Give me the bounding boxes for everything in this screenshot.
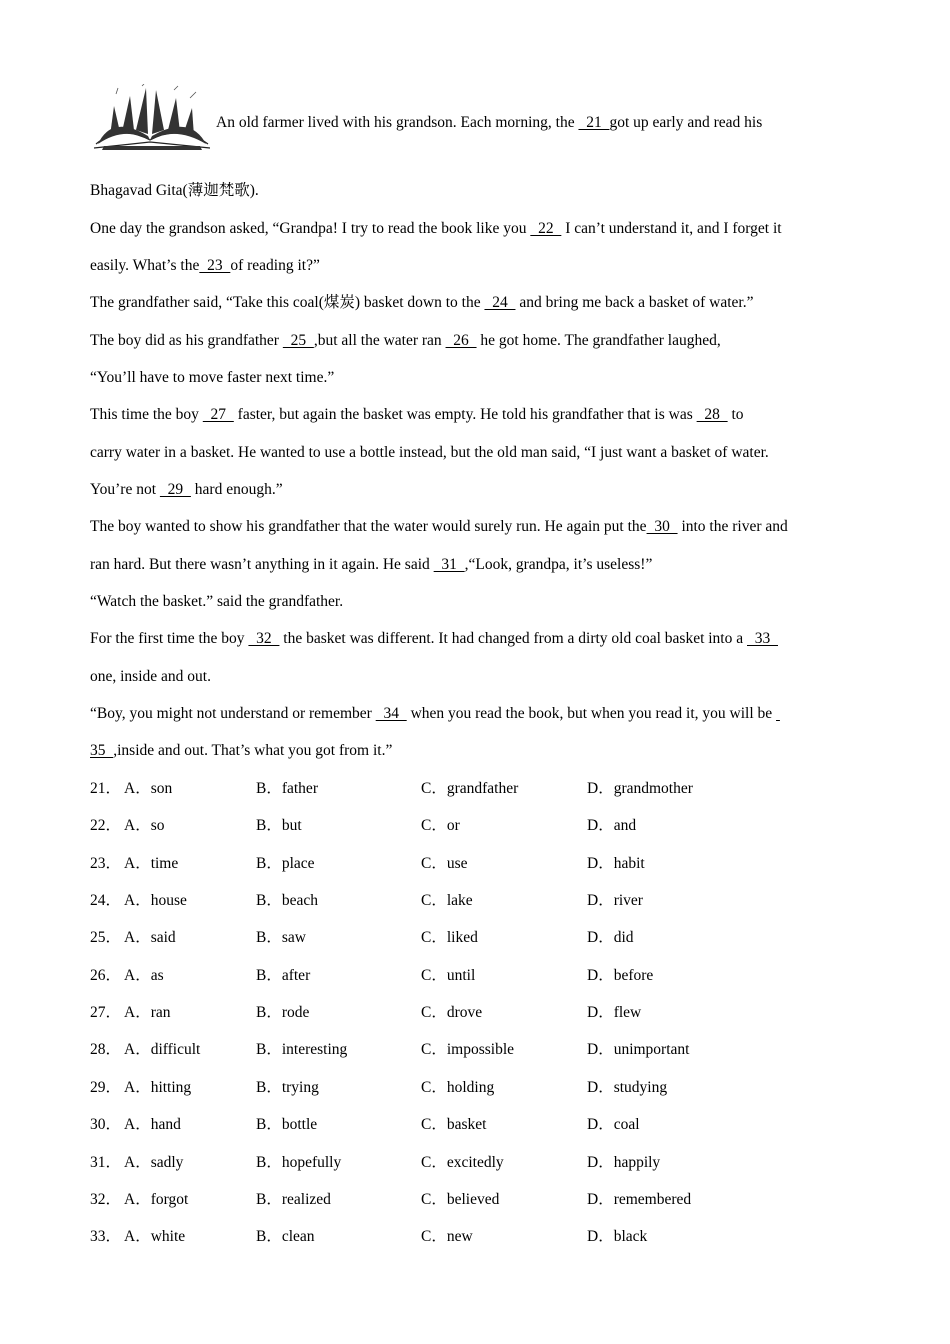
option-c[interactable]: C．excitedly — [421, 1153, 504, 1171]
blank-22[interactable]: 22 — [530, 220, 562, 237]
passage-line-12: ran hard. But there wasn’t anything in it again. He said 31 ,“Look, grandpa, it’s useless!” — [90, 556, 653, 573]
option-c[interactable]: C．believed — [421, 1190, 500, 1208]
question-row — [90, 1040, 865, 1062]
option-a[interactable]: A．house — [124, 892, 187, 910]
option-b[interactable]: B．trying — [256, 1078, 319, 1096]
option-c[interactable]: C．use — [421, 854, 468, 872]
option-b[interactable]: B．after — [256, 966, 311, 984]
option-b[interactable]: B．father — [256, 780, 318, 797]
question-row — [90, 854, 865, 876]
passage-line-11: The boy wanted to show his grandfather that the water would surely run. He again put the 30 into the river and — [90, 518, 788, 535]
question-number: 24． — [90, 892, 122, 910]
blank-29[interactable]: 29 — [159, 481, 191, 498]
question-row — [90, 891, 865, 913]
passage-line-8: This time the boy 27 faster, but again the basket was empty. He told his grandfather that is was 28 to — [90, 406, 744, 423]
option-a[interactable]: A．hand — [124, 1116, 181, 1134]
question-number: 33． — [90, 1228, 122, 1246]
question-row — [90, 1003, 865, 1025]
question-number: 26． — [90, 966, 122, 984]
blank-35[interactable]: 35 — [90, 742, 114, 759]
option-d[interactable]: D．river — [587, 892, 643, 910]
open-book-icon — [90, 84, 214, 156]
passage-line-13: “Watch the basket.” said the grandfather. — [90, 593, 344, 610]
option-d[interactable]: D．happily — [587, 1153, 661, 1171]
question-number: 25． — [90, 929, 122, 947]
option-c[interactable]: C．impossible — [421, 1041, 515, 1059]
question-number: 32． — [90, 1190, 122, 1208]
option-d[interactable]: D．unimportant — [587, 1041, 690, 1059]
option-a[interactable]: A．as — [124, 966, 164, 984]
passage-line-1: An old farmer lived with his grandson. Each morning, the 21 got up early and read his — [216, 114, 763, 131]
question-row — [90, 928, 865, 950]
question-number: 31． — [90, 1153, 122, 1171]
option-a[interactable]: A．white — [124, 1228, 186, 1246]
passage-line-3: One day the grandson asked, “Grandpa! I try to read the book like you 22 I can’t understand it, and I forget it — [90, 220, 782, 237]
question-row — [90, 1153, 865, 1175]
blank-26[interactable]: 26 — [445, 332, 477, 349]
option-d[interactable]: D．flew — [587, 1004, 642, 1022]
option-b[interactable]: B．beach — [256, 892, 318, 910]
option-a[interactable]: A．forgot — [124, 1190, 189, 1208]
option-c[interactable]: C．or — [421, 817, 460, 835]
question-number: 28． — [90, 1041, 122, 1059]
option-d[interactable]: D．did — [587, 929, 634, 947]
option-b[interactable]: B．but — [256, 817, 302, 835]
passage-line-9: carry water in a basket. He wanted to use a bottle instead, but the old man said, “I just want a basket of water. — [90, 444, 769, 461]
question-row — [90, 1078, 865, 1100]
option-a[interactable]: A．son — [124, 780, 173, 797]
passage-line-14: For the first time the boy 32 the basket was different. It had changed from a dirty old coal basket into a 33 — [90, 630, 778, 647]
passage-line-16: “Boy, you might not understand or remember 34 when you read the book, but when you read it, you will be — [90, 704, 865, 724]
option-c[interactable]: C．lake — [421, 892, 473, 910]
question-number: 29． — [90, 1078, 122, 1096]
option-a[interactable]: A．sadly — [124, 1153, 184, 1171]
option-b[interactable]: B．hopefully — [256, 1153, 342, 1171]
passage-line-6: The boy did as his grandfather 25 ,but all the water ran 26 he got home. The grandfather laughed, — [90, 332, 721, 349]
blank-28[interactable]: 28 — [696, 406, 728, 423]
option-a[interactable]: A．hitting — [124, 1078, 192, 1096]
option-b[interactable]: B．rode — [256, 1004, 310, 1022]
question-row — [90, 966, 865, 988]
option-b[interactable]: B．place — [256, 854, 315, 872]
question-row — [90, 1227, 865, 1249]
passage-line-17: 35 ,inside and out. That’s what you got from it.” — [90, 742, 393, 759]
option-d[interactable]: D．habit — [587, 854, 645, 872]
blank-32[interactable]: 32 — [248, 630, 280, 647]
option-c[interactable]: C．grandfather — [421, 780, 519, 797]
passage-line-7: “You’ll have to move faster next time.” — [90, 369, 335, 386]
option-b[interactable]: B．realized — [256, 1190, 331, 1208]
option-b[interactable]: B．bottle — [256, 1116, 318, 1134]
option-c[interactable]: C．basket — [421, 1116, 487, 1134]
option-b[interactable]: B．clean — [256, 1228, 315, 1246]
option-d[interactable]: D．grandmother — [587, 780, 693, 797]
blank-34[interactable]: 34 — [375, 705, 407, 722]
passage-line-15: one, inside and out. — [90, 668, 211, 685]
option-d[interactable]: D．studying — [587, 1078, 668, 1096]
option-d[interactable]: D．and — [587, 817, 637, 835]
option-a[interactable]: A．ran — [124, 1004, 171, 1022]
option-b[interactable]: B．interesting — [256, 1041, 348, 1059]
question-number: 21． — [90, 780, 122, 797]
option-d[interactable]: D．remembered — [587, 1190, 692, 1208]
option-d[interactable]: D．black — [587, 1228, 648, 1246]
option-a[interactable]: A．so — [124, 817, 165, 835]
option-d[interactable]: D．before — [587, 966, 654, 984]
option-c[interactable]: C．drove — [421, 1004, 483, 1022]
question-row — [90, 1190, 865, 1212]
option-c[interactable]: C．holding — [421, 1078, 495, 1096]
question-number: 23． — [90, 854, 122, 872]
option-a[interactable]: A．time — [124, 854, 179, 872]
option-c[interactable]: C．new — [421, 1228, 473, 1246]
blank-23[interactable]: 23 — [199, 257, 231, 274]
passage-line-2: Bhagavad Gita(薄迦梵歌). — [90, 182, 259, 199]
blank-24[interactable]: 24 — [484, 294, 516, 311]
option-b[interactable]: B．saw — [256, 929, 306, 947]
question-row — [90, 816, 865, 838]
passage-line-10: You’re not 29 hard enough.” — [90, 481, 283, 498]
option-a[interactable]: A．difficult — [124, 1041, 201, 1059]
question-row — [90, 779, 865, 801]
blank-27[interactable]: 27 — [202, 406, 234, 423]
option-a[interactable]: A．said — [124, 929, 176, 947]
option-d[interactable]: D．coal — [587, 1116, 640, 1134]
blank-33[interactable]: 33 — [747, 630, 778, 647]
option-c[interactable]: C．liked — [421, 929, 478, 947]
blank-25[interactable]: 25 — [282, 332, 314, 349]
blank-35-start[interactable] — [776, 705, 780, 722]
blank-31[interactable]: 31 — [433, 556, 465, 573]
passage-line-5: The grandfather said, “Take this coal(煤炭) basket down to the 24 and bring me back a basket of water.” — [90, 294, 754, 311]
question-number: 27． — [90, 1004, 122, 1022]
question-row — [90, 1115, 865, 1137]
blank-21[interactable]: 21 — [578, 114, 610, 131]
question-number: 22． — [90, 817, 122, 835]
question-number: 30． — [90, 1116, 122, 1134]
option-c[interactable]: C．until — [421, 966, 476, 984]
blank-30[interactable]: 30 — [646, 518, 678, 535]
passage-line-4: easily. What’s the 23 of reading it?” — [90, 257, 320, 274]
